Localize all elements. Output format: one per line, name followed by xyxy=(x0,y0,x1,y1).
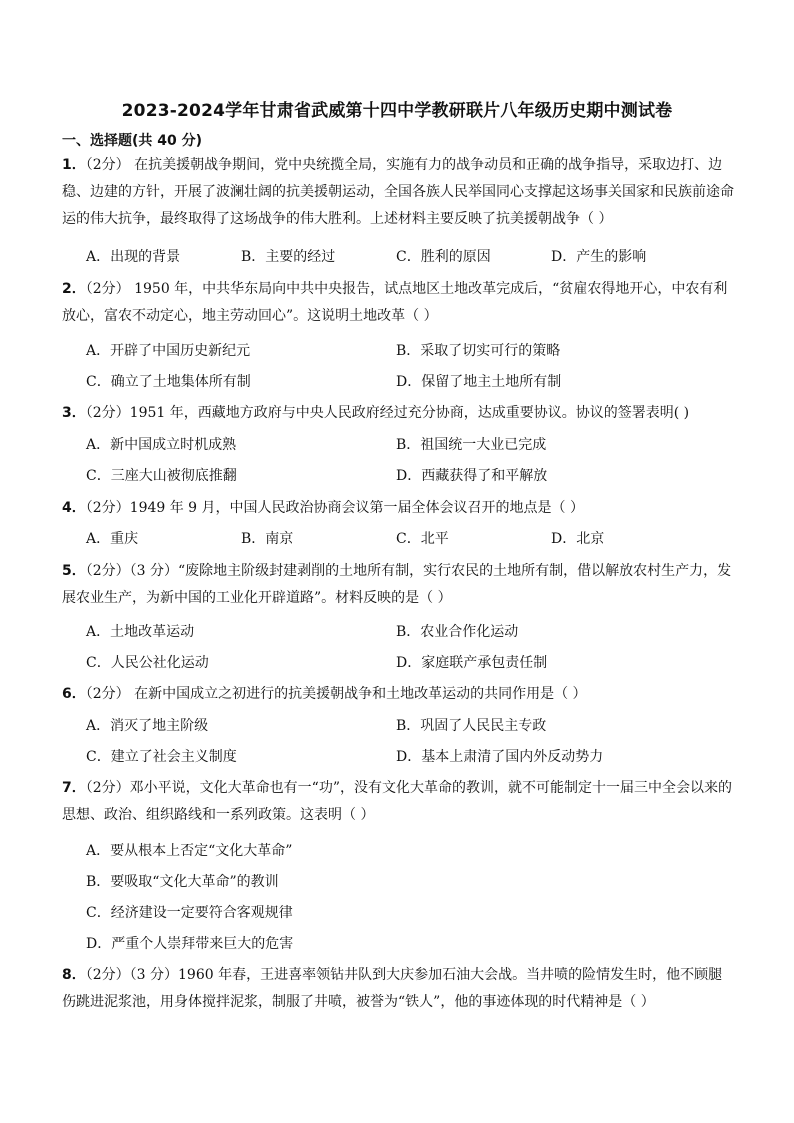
option-c: C．人民公社化运动 xyxy=(86,655,209,671)
option-a: A．出现的背景 xyxy=(86,249,181,265)
option-b: B．农业合作化运动 xyxy=(396,624,519,640)
question-2 xyxy=(62,276,734,330)
question-text: （2分） 在抗美援朝战争期间，党中央统揽全局，实施有力的战争动员和正确的战争指导，采取边打、边稳、边建的方针，开展了波澜壮阔的抗美援朝运动，全国各族人民举国同心支撑起这场事关国家和民族前途命运的伟大抗争，最终取得了这场战争的伟大胜利。上述材料主要反映了抗美援朝战争（ ） xyxy=(62,157,734,227)
option-d: D．西藏获得了和平解放 xyxy=(396,468,548,484)
option-d: D．严重个人崇拜带来巨大的危害 xyxy=(86,936,294,952)
section-heading: 一、选择题(共 40 分) xyxy=(62,133,203,149)
question-number: 6． xyxy=(62,686,86,702)
option-b: B．主要的经过 xyxy=(241,249,336,265)
option-a: A．消灭了地主阶级 xyxy=(86,718,209,734)
question-6 xyxy=(62,681,734,708)
question-text: （2分）1951 年，西藏地方政府与中央人民政府经过充分协商，达成重要协议。协议的签署表明( ) xyxy=(85,405,690,421)
question-text: （2分）（3 分）“废除地主阶级封建剥削的土地所有制，实行农民的土地所有制，借以解放农村生产力，发展农业生产，为新中国的工业化开辟道路”。材料反映的是（ ） xyxy=(62,563,732,606)
option-b: B．要吸取“文化大革命”的教训 xyxy=(86,874,279,890)
question-4-options xyxy=(86,524,734,555)
question-text: （2分）1949 年 9 月，中国人民政治协商会议第一届全体会议召开的地点是（ ） xyxy=(85,500,584,516)
question-7-options xyxy=(86,836,734,960)
question-text: （2分） 1950 年，中共华东局向中共中央报告，试点地区土地改革完成后，“贫雇农得地开心，中农有利放心，富农不动定心，地主劳动回心”。这说明土地改革（ ） xyxy=(62,281,728,324)
option-a: A．土地改革运动 xyxy=(86,624,195,640)
option-a: A．要从根本上否定“文化大革命” xyxy=(86,843,293,859)
question-text: （2分） 在新中国成立之初进行的抗美援朝战争和土地改革运动的共同作用是（ ） xyxy=(85,686,587,702)
option-c: C．确立了土地集体所有制 xyxy=(86,374,251,390)
question-number: 1． xyxy=(62,157,86,173)
option-d: D．家庭联产承包责任制 xyxy=(396,655,548,671)
question-number: 7． xyxy=(62,780,86,796)
option-d: D．产生的影响 xyxy=(551,249,647,265)
page-title: 2023-2024学年甘肃省武威第十四中学教研联片八年级历史期中测试卷 xyxy=(121,101,673,121)
option-d: D．保留了地主土地所有制 xyxy=(396,374,562,390)
option-b: B．巩固了人民民主专政 xyxy=(396,718,547,734)
question-3-options xyxy=(86,430,734,492)
question-1 xyxy=(62,152,734,233)
question-5-options xyxy=(86,617,734,679)
question-6-options xyxy=(86,711,734,773)
option-c: C．三座大山被彻底推翻 xyxy=(86,468,237,484)
option-b: B．南京 xyxy=(241,531,294,547)
option-a: A．重庆 xyxy=(86,531,139,547)
question-number: 8． xyxy=(62,967,86,983)
question-3 xyxy=(62,400,734,427)
question-5 xyxy=(62,558,734,612)
option-a: A．开辟了中国历史新纪元 xyxy=(86,343,251,359)
option-a: A．新中国成立时机成熟 xyxy=(86,437,237,453)
question-text: （2分）邓小平说，文化大革命也有一“功”，没有文化大革命的教训，就不可能制定十一届三中全会以来的思想、政治、组织路线和一系列政策。这表明（ ） xyxy=(62,780,732,823)
option-b: B．祖国统一大业已完成 xyxy=(396,437,547,453)
question-1-options xyxy=(86,242,734,273)
question-8 xyxy=(62,962,734,1016)
question-number: 3． xyxy=(62,405,86,421)
question-7 xyxy=(62,775,734,829)
option-c: C．建立了社会主义制度 xyxy=(86,749,237,765)
option-d: D．基本上肃清了国内外反动势力 xyxy=(396,749,604,765)
question-text: （2分）（3 分）1960 年春，王进喜率领钻井队到大庆参加石油大会战。当井喷的险情发生时，他不顾腿伤跳进泥浆池，用身体搅拌泥浆，制服了井喷，被誉为“铁人”，他的事迹体现的时代精神是（ ） xyxy=(62,967,723,1010)
option-c: C．胜利的原因 xyxy=(396,249,491,265)
option-c: C．北平 xyxy=(396,531,449,547)
question-number: 4． xyxy=(62,500,86,516)
option-b: B．采取了切实可行的策略 xyxy=(396,343,561,359)
option-c: C．经济建设一定要符合客观规律 xyxy=(86,905,293,921)
question-4 xyxy=(62,495,734,522)
option-d: D．北京 xyxy=(551,531,605,547)
question-number: 5． xyxy=(62,563,86,579)
question-2-options xyxy=(86,336,734,398)
question-number: 2． xyxy=(62,281,86,297)
